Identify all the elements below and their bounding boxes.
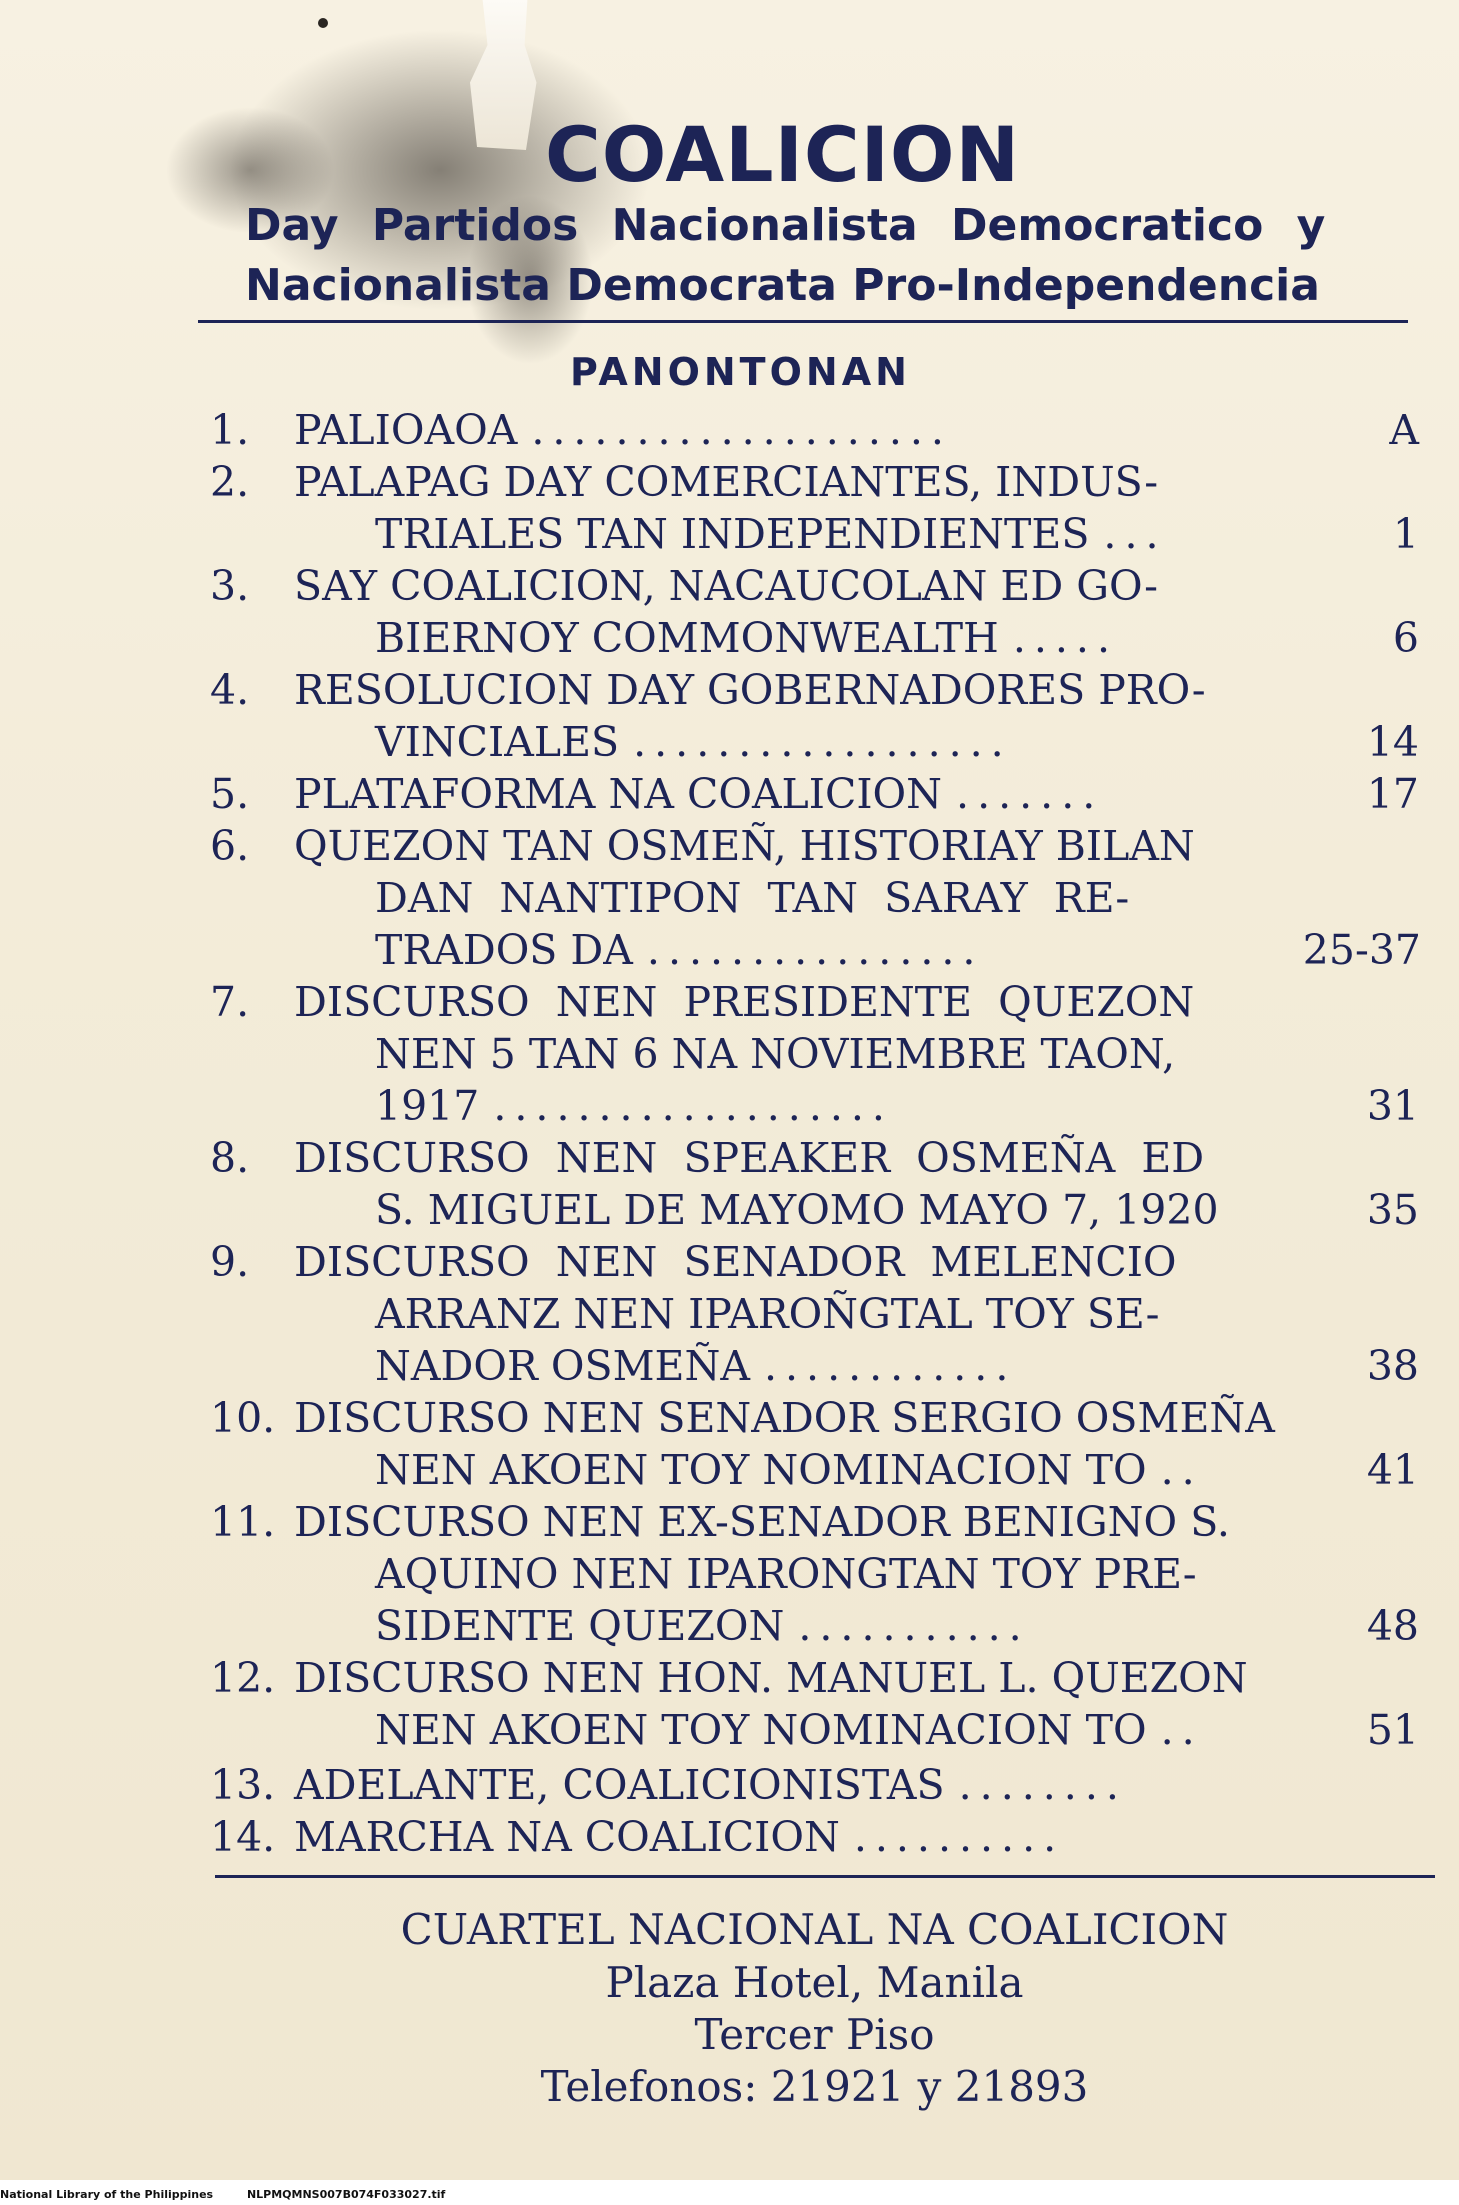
toc-item-text: DISCURSO NEN SENADOR SERGIO OSMEÑA xyxy=(294,1394,1275,1442)
toc-item-text: PLATAFORMA NA COALICION xyxy=(294,770,943,818)
scan-credit xyxy=(0,2188,445,2201)
toc-page-number: 17 xyxy=(1366,770,1419,818)
library-credit: National Library of the Philippines xyxy=(0,2188,214,2201)
toc-item-text: SIDENTE QUEZON xyxy=(375,1602,785,1650)
toc-leader-dots: .................. xyxy=(633,718,1012,766)
toc-item-number: 4. xyxy=(210,666,250,714)
toc-page-number: 1 xyxy=(1392,510,1419,558)
toc-item-text: NEN AKOEN TOY NOMINACION TO xyxy=(375,1446,1147,1494)
toc-item-text: AQUINO NEN IPARONGTAN TOY PRE- xyxy=(375,1550,1197,1598)
toc-item-text: ADELANTE, COALICIONISTAS xyxy=(294,1761,945,1809)
toc-item-number: 7. xyxy=(210,978,250,1026)
footer-floor: Tercer Piso xyxy=(694,2010,935,2059)
toc-item-number: 11. xyxy=(210,1498,276,1546)
toc-item-text: 1917 xyxy=(375,1082,480,1130)
footer-telephones: Telefonos: 21921 y 21893 xyxy=(540,2062,1089,2111)
toc-page-number: 6 xyxy=(1392,614,1419,662)
toc-line xyxy=(375,1706,1203,1754)
toc-line xyxy=(210,666,1206,714)
toc-page-number: 14 xyxy=(1366,718,1419,766)
toc-item-text: BIERNOY COMMONWEALTH xyxy=(375,614,999,662)
toc-line xyxy=(375,874,1130,922)
toc-leader-dots: ..... xyxy=(1012,614,1118,662)
toc-item-text: RESOLUCION DAY GOBERNADORES PRO- xyxy=(294,666,1206,714)
toc-item-number: 9. xyxy=(210,1238,250,1286)
toc-item-text: VINCIALES xyxy=(375,718,620,766)
toc-line xyxy=(210,978,1195,1026)
toc-leader-dots: ........... xyxy=(798,1602,1030,1650)
toc-line xyxy=(375,1186,1219,1234)
toc-leader-dots: ................... xyxy=(493,1082,893,1130)
toc-item-text: DISCURSO NEN PRESIDENTE QUEZON xyxy=(294,978,1195,1026)
toc-leader-dots: ............ xyxy=(763,1342,1017,1390)
toc-page-number: 51 xyxy=(1366,1706,1419,1754)
toc-line xyxy=(375,1550,1197,1598)
toc-page-number: 35 xyxy=(1366,1186,1419,1234)
toc-line xyxy=(210,1134,1205,1182)
toc-item-text: PALIOAOA xyxy=(294,406,518,454)
toc-item-text: TRADOS DA xyxy=(375,926,633,974)
toc-item-number: 5. xyxy=(210,770,250,818)
subtitle-line-2: Nacionalista Democrata Pro-Independencia xyxy=(245,260,1320,311)
toc-item-text: QUEZON TAN OSMEÑ, HISTORIAY BILAN xyxy=(294,822,1195,870)
toc-leader-dots: ... xyxy=(1103,510,1167,558)
toc-line xyxy=(210,406,952,454)
toc-line xyxy=(375,718,1012,766)
toc-leader-dots: .. xyxy=(1160,1446,1203,1494)
toc-line xyxy=(210,1761,1127,1809)
toc-line xyxy=(375,510,1167,558)
toc-line xyxy=(375,1030,1176,1078)
contents-heading: PANONTONAN xyxy=(570,350,911,394)
toc-item-number: 13. xyxy=(210,1761,276,1809)
toc-item-number: 12. xyxy=(210,1654,276,1702)
toc-item-text: DISCURSO NEN EX-SENADOR BENIGNO S. xyxy=(294,1498,1230,1546)
toc-page-number: A xyxy=(1389,406,1419,454)
toc-line xyxy=(375,614,1118,662)
toc-item-number: 8. xyxy=(210,1134,250,1182)
toc-leader-dots: .......... xyxy=(853,1813,1065,1861)
footer-headquarters: CUARTEL NACIONAL NA COALICION xyxy=(400,1905,1229,1954)
toc-item-number: 1. xyxy=(210,406,250,454)
page-title: COALICION xyxy=(545,110,1021,199)
toc-leader-dots: ....... xyxy=(956,770,1104,818)
toc-item-text: DISCURSO NEN SPEAKER OSMEÑA ED xyxy=(294,1134,1205,1182)
toc-line xyxy=(375,926,984,974)
toc-item-number: 6. xyxy=(210,822,250,870)
toc-line xyxy=(210,1654,1248,1702)
toc-item-text: NADOR OSMEÑA xyxy=(375,1342,750,1390)
file-id: NLPMQMNS007B074F033027.tif xyxy=(246,2188,446,2201)
toc-item-text: TRIALES TAN INDEPENDIENTES xyxy=(375,510,1090,558)
toc-line xyxy=(210,1813,1065,1861)
toc-line xyxy=(210,1238,1177,1286)
toc-item-text: S. MIGUEL DE MAYOMO MAYO 7, 1920 xyxy=(375,1186,1219,1234)
subtitle-line-1: Day Partidos Nacionalista Democratico y xyxy=(245,200,1326,251)
toc-line xyxy=(375,1602,1030,1650)
toc-line xyxy=(375,1342,1017,1390)
top-divider xyxy=(198,320,1408,323)
toc-page-number: 48 xyxy=(1366,1602,1419,1650)
toc-page-number: 41 xyxy=(1366,1446,1419,1494)
toc-page-number: 25-37 xyxy=(1302,926,1421,974)
toc-line xyxy=(375,1082,893,1130)
toc-item-text: MARCHA NA COALICION xyxy=(294,1813,840,1861)
toc-line xyxy=(375,1446,1203,1494)
toc-leader-dots: ........ xyxy=(958,1761,1127,1809)
toc-item-text: DISCURSO NEN HON. MANUEL L. QUEZON xyxy=(294,1654,1248,1702)
toc-line xyxy=(210,1498,1230,1546)
toc-page-number: 38 xyxy=(1366,1342,1419,1390)
toc-item-text: SAY COALICION, NACAUCOLAN ED GO- xyxy=(294,562,1158,610)
toc-item-number: 3. xyxy=(210,562,250,610)
toc-item-text: NEN 5 TAN 6 NA NOVIEMBRE TAON, xyxy=(375,1030,1176,1078)
toc-line xyxy=(210,562,1158,610)
toc-line xyxy=(210,458,1159,506)
toc-leader-dots: .................... xyxy=(531,406,952,454)
toc-line xyxy=(375,1290,1160,1338)
burn-hole-damage xyxy=(470,0,540,150)
toc-leader-dots: .. xyxy=(1160,1706,1203,1754)
toc-item-text: NEN AKOEN TOY NOMINACION TO xyxy=(375,1706,1147,1754)
toc-line xyxy=(210,822,1195,870)
toc-item-number: 14. xyxy=(210,1813,276,1861)
toc-item-number: 2. xyxy=(210,458,250,506)
footer-address: Plaza Hotel, Manila xyxy=(605,1958,1024,2007)
toc-item-number: 10. xyxy=(210,1394,276,1442)
toc-item-text: PALAPAG DAY COMERCIANTES, INDUS- xyxy=(294,458,1159,506)
toc-item-text: DAN NANTIPON TAN SARAY RE- xyxy=(375,874,1130,922)
bottom-divider xyxy=(215,1875,1435,1878)
ink-spot xyxy=(318,18,328,28)
toc-page-number: 31 xyxy=(1366,1082,1419,1130)
toc-item-text: ARRANZ NEN IPAROÑGTAL TOY SE- xyxy=(375,1290,1160,1338)
toc-leader-dots: ................ xyxy=(646,926,984,974)
toc-line xyxy=(210,1394,1275,1442)
toc-item-text: DISCURSO NEN SENADOR MELENCIO xyxy=(294,1238,1177,1286)
toc-line xyxy=(210,770,1104,818)
